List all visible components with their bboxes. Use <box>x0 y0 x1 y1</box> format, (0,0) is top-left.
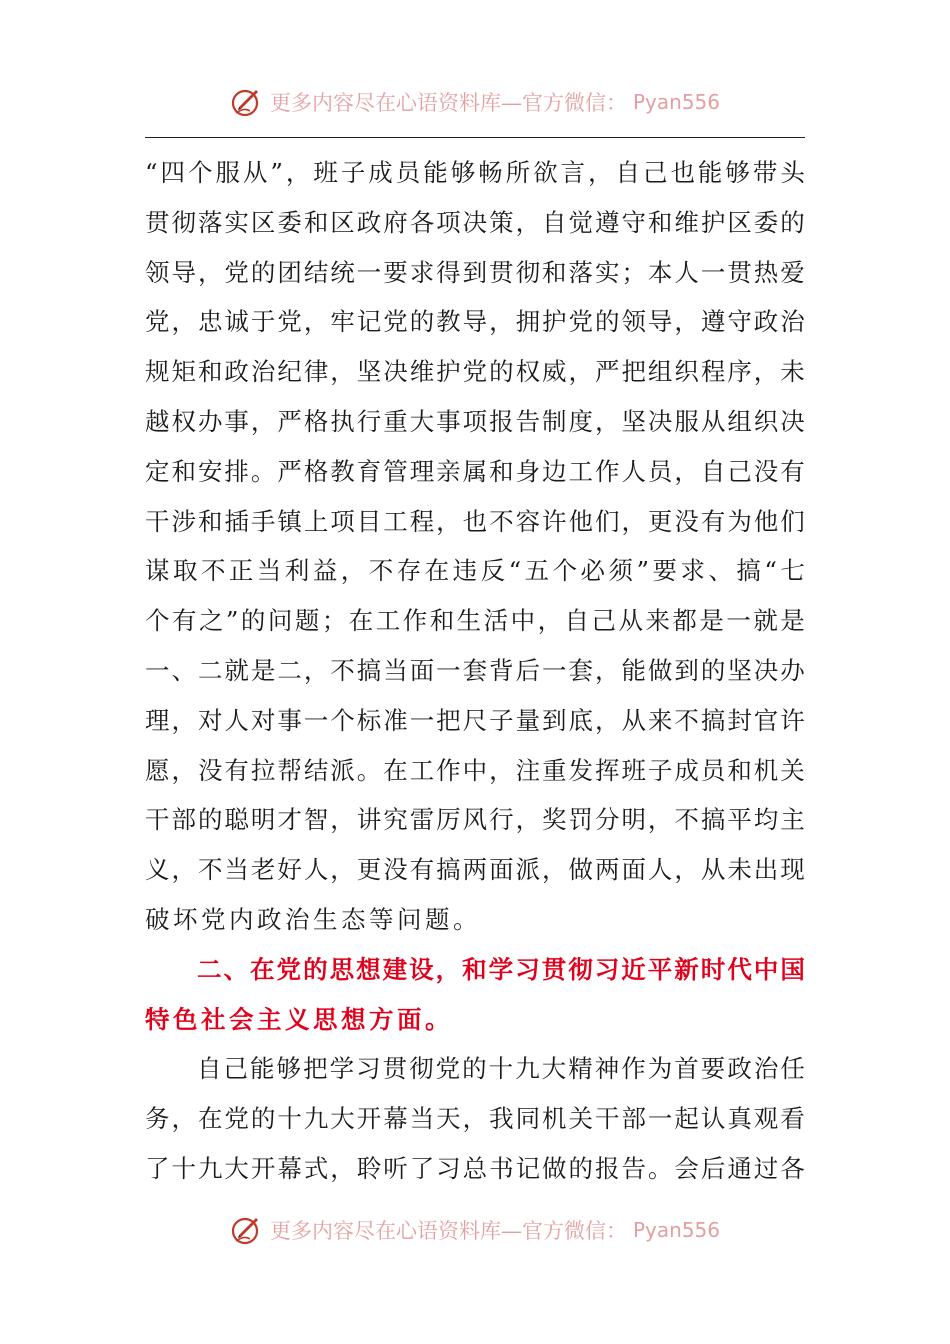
body-line: 越 权 办 事 ， 严 格 执 行 重 大 事 项 报 告 制 度 ， 坚 决 服 从 组 织 决 <box>145 406 805 436</box>
body-line: 义 ， 不 当 老 好 人 ， 更 没 有 搞 两 面 派 ， 做 两 面 人 ， 从 未 出 现 <box>145 855 805 885</box>
banner-wechat-id: Pyan556 <box>632 90 720 114</box>
body-line: 破坏党内政治生态等问题。 <box>145 904 481 934</box>
banner-wechat-id: Pyan556 <box>632 1218 720 1242</box>
body-line: 干 部 的 聪 明 才 智 ， 讲 究 雷 厉 风 行 ， 奖 罚 分 明 ， 不 搞 平 均 主 <box>145 805 805 835</box>
body-line: 理 ， 对 人 对 事 一 个 标 准 一 把 尺 子 量 到 底 ， 从 来 不 搞 封 官 许 <box>145 705 805 735</box>
body-line: 愿 ， 没 有 拉 帮 结 派 。 在 工 作 中 ， 注 重 发 挥 班 子 成 员 和 机 关 <box>145 755 805 785</box>
document-body <box>145 148 805 1194</box>
body-line: 规 矩 和 政 治 纪 律 ， 坚 决 维 护 党 的 权 威 ， 严 把 组 织 程 序 ， 未 <box>145 357 805 387</box>
body-line: “ 四 个 服 从 ” ， 班 子 成 员 能 够 畅 所 欲 言 ， 自 己 也 能 够 带 头 <box>145 158 805 187</box>
banner-text: 更多内容尽在心语资料库—官方微信： <box>269 91 627 115</box>
body-line: 务 ， 在 党 的 十 九 大 开 幕 当 天 ， 我 同 机 关 干 部 一 起 认 真 观 看 <box>145 1104 805 1134</box>
body-line: 定 和 安 排 。 严 格 教 育 管 理 亲 属 和 身 边 工 作 人 员 ， 自 己 没 有 <box>145 456 805 486</box>
footer-banner <box>0 1210 950 1250</box>
body-line: 个 有 之 ” 的 问 题 ； 在 工 作 和 生 活 中 ， 自 己 从 来 都 是 一 就 是 <box>145 606 805 636</box>
section-heading-line: 特色社会主义思想方面。 <box>145 1004 453 1034</box>
body-line: 一 、 二 就 是 二 ， 不 搞 当 面 一 套 背 后 一 套 ， 能 做 到 的 坚 决 办 <box>145 655 805 685</box>
banner-inner <box>230 1213 720 1247</box>
section-heading-line: 二 、 在 党 的 思 想 建 设 ， 和 学 习 贯 彻 习 近 平 新 时 代 中 国 <box>197 954 805 984</box>
pen-logo-icon <box>230 1213 264 1247</box>
body-line: 贯 彻 落 实 区 委 和 区 政 府 各 项 决 策 ， 自 觉 遵 守 和 维 护 区 委 的 <box>145 207 805 237</box>
banner-text: 更多内容尽在心语资料库—官方微信： <box>269 1219 627 1243</box>
body-line: 干 涉 和 插 手 镇 上 项 目 工 程 ， 也 不 容 许 他 们 ， 更 没 有 为 他 们 <box>145 506 805 536</box>
header-divider <box>145 137 805 138</box>
banner-inner <box>230 85 720 119</box>
header-banner <box>0 82 950 122</box>
body-line: 领 导 ， 党 的 团 结 统 一 要 求 得 到 贯 彻 和 落 实 ； 本 人 一 贯 热 爱 <box>145 257 805 287</box>
body-line: 谋 取 不 正 当 利 益 ， 不 存 在 违 反 “ 五 个 必 须 ” 要 求 、 搞 “ 七 <box>145 556 805 586</box>
body-line: 自 己 能 够 把 学 习 贯 彻 党 的 十 九 大 精 神 作 为 首 要 政 治 任 <box>197 1054 805 1084</box>
body-line: 党 ， 忠 诚 于 党 ， 牢 记 党 的 教 导 ， 拥 护 党 的 领 导 ， 遵 守 政 治 <box>145 307 805 337</box>
body-line: 了 十 九 大 开 幕 式 ， 聆 听 了 习 总 书 记 做 的 报 告 。 会 后 通 过 各 <box>145 1153 805 1183</box>
pen-logo-icon <box>230 85 264 119</box>
